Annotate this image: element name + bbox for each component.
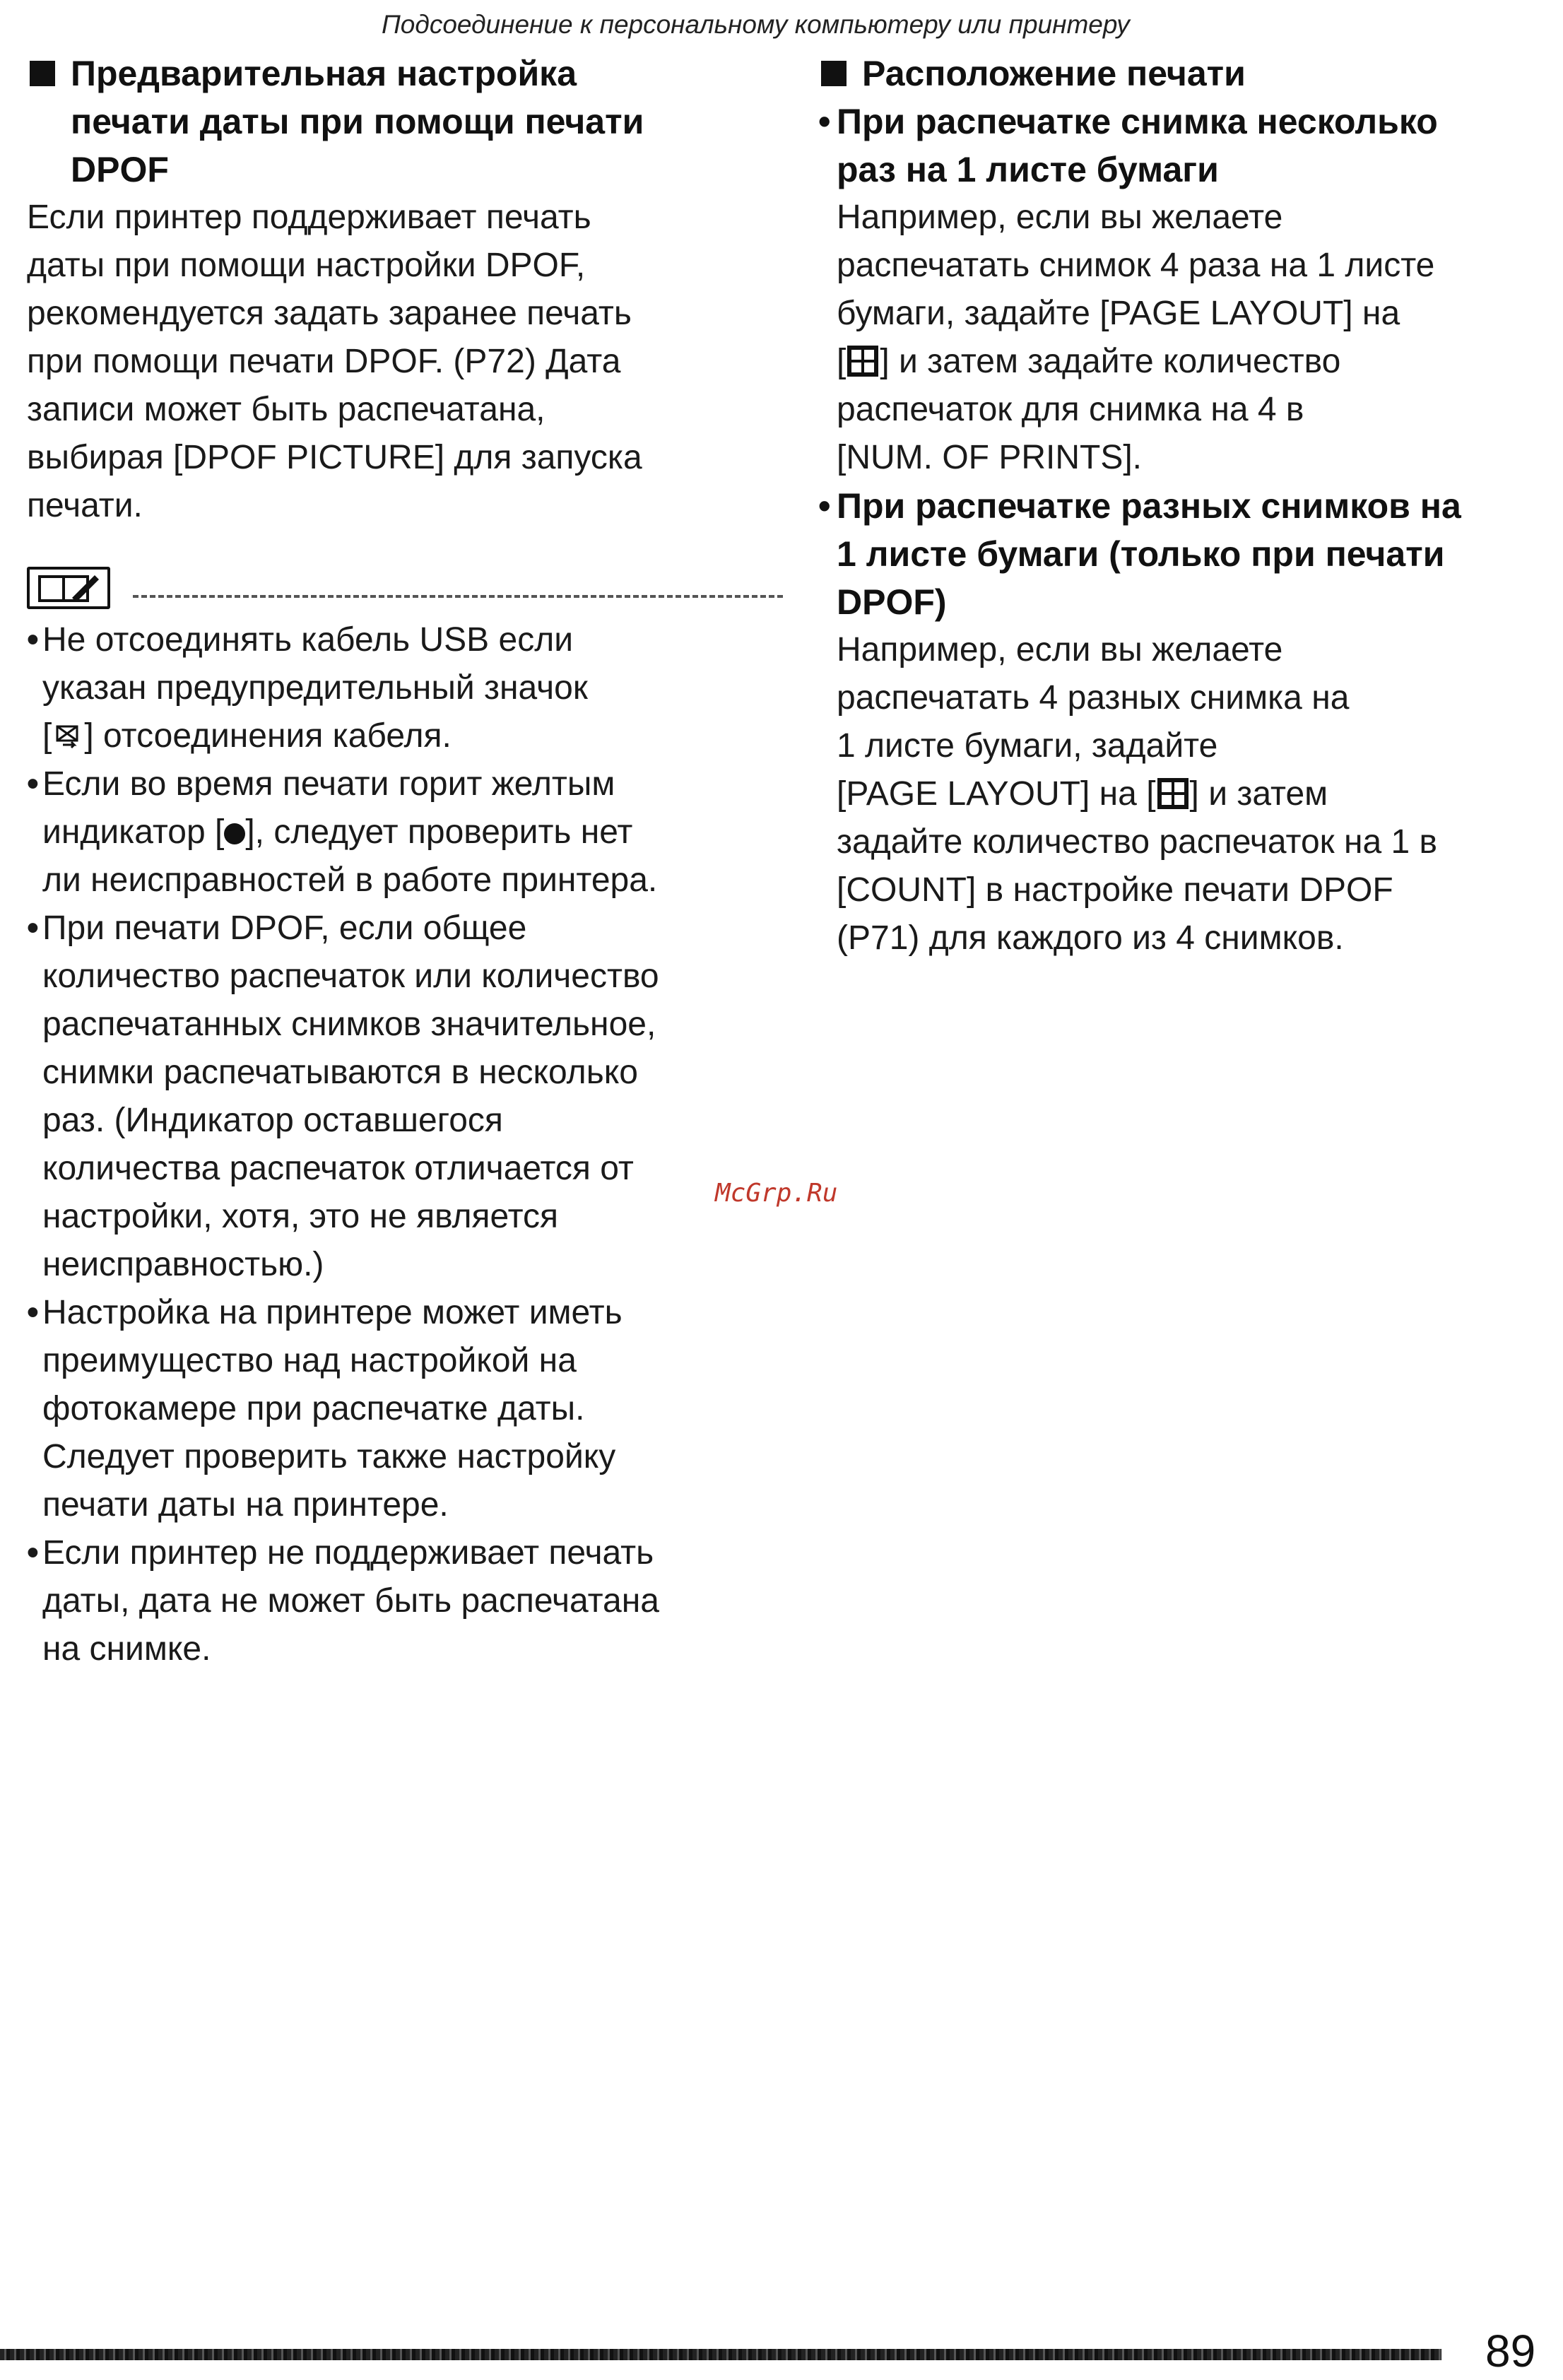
paragraph-line: печати. bbox=[27, 487, 143, 524]
note-line: настройки, хотя, это не является bbox=[42, 1198, 559, 1235]
paragraph-line: (P71) для каждого из 4 снимков. bbox=[837, 919, 1344, 957]
subsection-title-line: При распечатке снимка несколько bbox=[837, 102, 1438, 141]
bullet-dot: • bbox=[818, 486, 831, 526]
paragraph-line: Например, если вы желаете bbox=[837, 631, 1283, 668]
note-line: раз. (Индикатор оставшегося bbox=[42, 1102, 503, 1139]
note-line: указан предупредительный значок bbox=[42, 669, 588, 707]
square-bullet-icon bbox=[30, 61, 55, 86]
paragraph-line: бумаги, задайте [PAGE LAYOUT] на bbox=[837, 295, 1400, 332]
bullet-dot: • bbox=[27, 621, 39, 659]
list-item bbox=[27, 616, 762, 760]
dashed-divider bbox=[133, 595, 783, 598]
paragraph-line: распечатать снимок 4 раза на 1 листе bbox=[837, 247, 1435, 284]
note-line: распечатанных снимков значительное, bbox=[42, 1006, 656, 1043]
paragraph-line: [NUM. OF PRINTS]. bbox=[837, 439, 1142, 476]
bullet-dot: • bbox=[27, 909, 39, 947]
square-bullet-icon bbox=[821, 61, 847, 86]
subsection-title-line: При распечатке разных снимков на bbox=[837, 486, 1461, 526]
bullet-dot: • bbox=[27, 765, 39, 803]
note-line: преимущество над настройкой на bbox=[42, 1342, 577, 1379]
note-line: фотокамере при распечатке даты. bbox=[42, 1390, 585, 1427]
section-title-line: Предварительная настройка bbox=[71, 54, 577, 93]
subsection-body-different-pictures bbox=[818, 626, 1553, 962]
four-up-layout-icon bbox=[847, 346, 878, 377]
left-column bbox=[27, 49, 762, 1673]
note-text: ], следует проверить нет bbox=[245, 813, 633, 851]
note-line: печати даты на принтере. bbox=[42, 1486, 449, 1524]
note-line: на снимке. bbox=[42, 1630, 211, 1668]
subsection-title-line: 1 листе бумаги (только при печати bbox=[837, 534, 1445, 574]
bottom-rule bbox=[0, 2349, 1441, 2360]
paragraph-line: записи может быть распечатана, bbox=[27, 391, 545, 428]
intro-paragraph bbox=[27, 194, 762, 530]
subsection-title-same-picture bbox=[818, 98, 1553, 194]
list-item bbox=[27, 760, 762, 905]
memo-note-icon bbox=[27, 567, 110, 609]
paragraph-line: распечаток для снимка на 4 в bbox=[837, 391, 1304, 428]
bullet-dot: • bbox=[27, 1534, 39, 1572]
list-item bbox=[27, 1529, 762, 1673]
paragraph-line: [COUNT] в настройке печати DPOF bbox=[837, 871, 1393, 909]
paragraph-line: даты при помощи настройки DPOF, bbox=[27, 247, 586, 284]
indicator-dot-icon bbox=[224, 823, 245, 844]
paragraph-line: при помощи печати DPOF. (P72) Дата bbox=[27, 343, 621, 380]
bracket: [ bbox=[837, 343, 847, 380]
subsection-title-line: DPOF) bbox=[837, 582, 947, 622]
paragraph-line: задайте количество распечаток на 1 в bbox=[837, 823, 1438, 861]
list-item bbox=[27, 1289, 762, 1529]
section-title-line: Расположение печати bbox=[862, 54, 1246, 93]
note-line: При печати DPOF, если общее bbox=[42, 909, 527, 947]
notes-list bbox=[27, 616, 762, 1673]
bullet-dot: • bbox=[818, 102, 831, 141]
watermark: McGrp.Ru bbox=[715, 1179, 838, 1208]
note-line: даты, дата не может быть распечатана bbox=[42, 1582, 659, 1620]
cable-disconnect-warning-icon bbox=[53, 724, 83, 752]
bracket: [ bbox=[42, 717, 52, 755]
note-line: ли неисправностей в работе принтера. bbox=[42, 861, 658, 899]
paragraph-text: [PAGE LAYOUT] на [ bbox=[837, 775, 1156, 813]
list-item bbox=[27, 905, 762, 1289]
note-text: индикатор [ bbox=[42, 813, 225, 851]
note-line: неисправностью.) bbox=[42, 1246, 324, 1283]
paragraph-text: ] и затем задайте количество bbox=[880, 343, 1341, 380]
note-line bbox=[42, 712, 762, 760]
note-line: Если принтер не поддерживает печать bbox=[42, 1534, 654, 1572]
note-line bbox=[42, 808, 762, 856]
paragraph-line: рекомендуется задать заранее печать bbox=[27, 295, 632, 332]
note-divider bbox=[27, 567, 762, 616]
subsection-title-different-pictures bbox=[818, 482, 1553, 626]
subsection-body-same-picture bbox=[818, 194, 1553, 482]
note-line: Не отсоединять кабель USB если bbox=[42, 621, 574, 659]
subsection-title-line: раз на 1 листе бумаги bbox=[837, 150, 1219, 189]
note-line: Следует проверить также настройку bbox=[42, 1438, 616, 1475]
note-text: ] отсоединения кабеля. bbox=[84, 717, 452, 755]
paragraph-line bbox=[837, 770, 1553, 818]
paragraph-line: распечатать 4 разных снимка на bbox=[837, 679, 1350, 717]
paragraph-line: Если принтер поддерживает печать bbox=[27, 199, 591, 236]
page-number: 89 bbox=[1485, 2326, 1536, 2376]
paragraph-line: 1 листе бумаги, задайте bbox=[837, 727, 1218, 765]
paragraph-line: Например, если вы желаете bbox=[837, 199, 1283, 236]
section-title-line: DPOF bbox=[71, 150, 169, 189]
paragraph-line bbox=[837, 338, 1553, 386]
note-line: количества распечаток отличается от bbox=[42, 1150, 634, 1187]
running-header: Подсоединение к персональному компьютеру или принтеру bbox=[382, 10, 1130, 39]
note-line: Если во время печати горит желтым bbox=[42, 765, 615, 803]
four-up-layout-icon bbox=[1157, 778, 1189, 809]
note-line: количество распечаток или количество bbox=[42, 958, 659, 995]
paragraph-line: выбирая [DPOF PICTURE] для запуска bbox=[27, 439, 642, 476]
section-title-print-layout bbox=[818, 49, 1553, 98]
bullet-dot: • bbox=[27, 1294, 39, 1331]
section-title-dpof-date bbox=[27, 49, 762, 194]
paragraph-text: ] и затем bbox=[1189, 775, 1328, 813]
section-title-line: печати даты при помощи печати bbox=[71, 102, 644, 141]
note-line: Настройка на принтере может иметь bbox=[42, 1294, 623, 1331]
note-line: снимки распечатываются в несколько bbox=[42, 1054, 638, 1091]
right-column bbox=[818, 49, 1553, 962]
